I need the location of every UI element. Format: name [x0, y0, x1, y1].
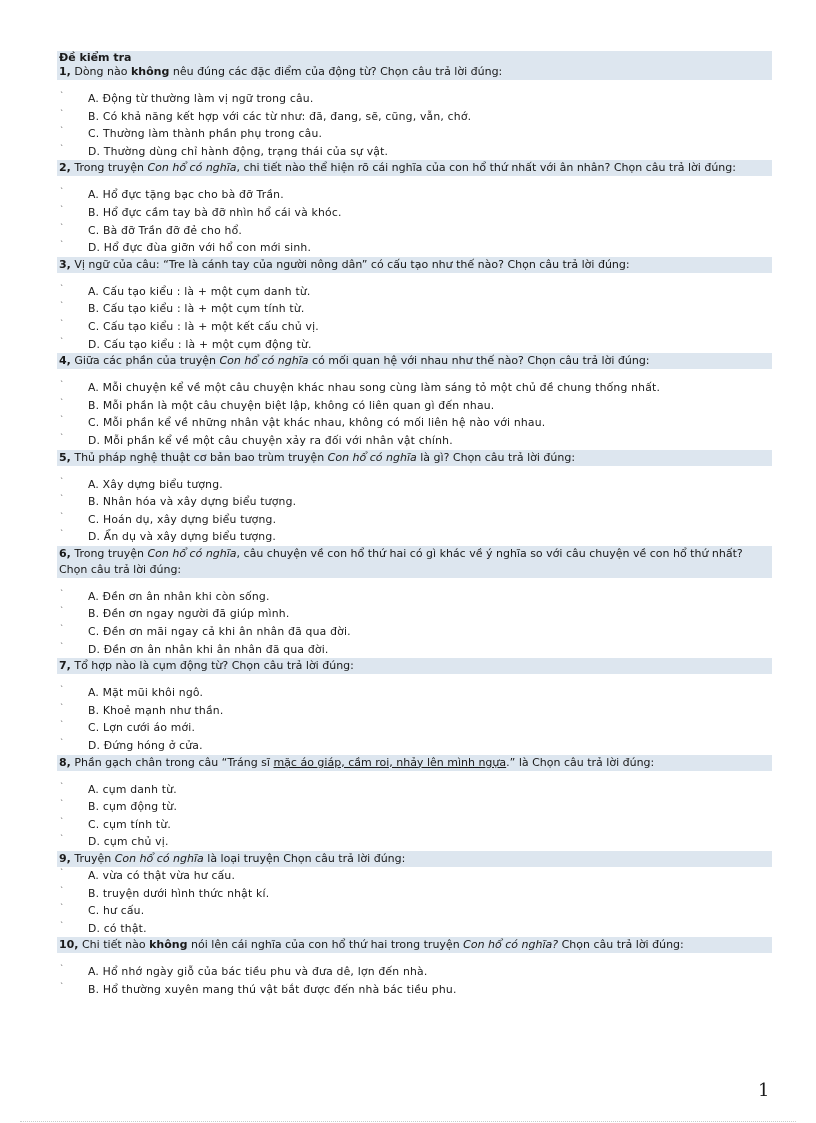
answer-option[interactable] — [57, 186, 772, 204]
question-number: 1, — [59, 65, 71, 78]
radio-icon[interactable]: ` — [60, 126, 65, 136]
radio-icon[interactable]: ` — [60, 641, 65, 651]
question-text-part: Con hổ có nghĩa — [219, 354, 309, 368]
radio-icon[interactable]: ` — [60, 920, 65, 930]
radio-icon[interactable]: ` — [60, 964, 65, 974]
answer-option[interactable] — [57, 318, 772, 336]
radio-icon[interactable]: ` — [60, 432, 65, 442]
answer-option[interactable] — [57, 885, 772, 903]
answer-option[interactable] — [57, 981, 772, 999]
question-number: 3, — [59, 257, 71, 271]
question-text-part: Con hổ có nghĩa — [114, 852, 204, 865]
radio-icon[interactable]: ` — [60, 240, 65, 250]
question-text-part: Trong truyện — [74, 161, 148, 175]
answer-option-label: A. Hổ nhớ ngày giỗ của bác tiều phu và đưa dê, lợn đến nhà. — [88, 965, 428, 979]
radio-icon[interactable]: ` — [60, 415, 65, 425]
answer-option[interactable] — [57, 816, 772, 834]
question-spacer — [57, 273, 772, 283]
radio-icon[interactable]: ` — [60, 380, 65, 390]
question-text-part: là loại truyện Chọn câu trả lời đúng: — [203, 852, 406, 865]
answer-option[interactable] — [57, 867, 772, 885]
answer-option[interactable] — [57, 963, 772, 981]
answer-option-label: B. Nhân hóa và xây dựng biểu tượng. — [88, 495, 297, 509]
page-number: 1 — [758, 1080, 770, 1101]
answer-option-label: C. Cấu tạo kiểu : là + một kết cấu chủ vị. — [88, 319, 319, 333]
answer-option-label: B. truyện dưới hình thức nhật kí. — [88, 886, 270, 900]
radio-icon[interactable]: ` — [60, 494, 65, 504]
answer-option[interactable] — [57, 719, 772, 737]
answer-option[interactable] — [57, 833, 772, 851]
question-text-part: Phần gạch chân trong câu “Tráng sĩ — [74, 755, 274, 769]
radio-icon[interactable]: ` — [60, 834, 65, 844]
answer-option-label: B. Hổ thường xuyên mang thú vật bắt được đến nhà bác tiều phu. — [88, 982, 457, 996]
answer-option-label: A. vừa có thật vừa hư cấu. — [88, 869, 236, 882]
answer-option[interactable] — [57, 397, 772, 415]
question-number: 2, — [59, 161, 71, 175]
answer-option-label: C. Hoán dụ, xây dựng biểu tượng. — [88, 512, 277, 526]
radio-icon[interactable]: ` — [60, 624, 65, 634]
answer-option[interactable] — [57, 108, 772, 126]
question-text — [57, 937, 772, 953]
question-spacer — [57, 466, 772, 476]
answer-option-label: B. Khoẻ mạnh như thần. — [88, 703, 224, 717]
question-2 — [57, 160, 772, 256]
answer-option-label: D. Thường dùng chỉ hành động, trạng thái của sự vật. — [88, 144, 389, 158]
answer-option[interactable] — [57, 528, 772, 546]
question-text — [57, 64, 772, 80]
answer-option[interactable] — [57, 143, 772, 161]
answer-option[interactable] — [57, 641, 772, 659]
question-1 — [57, 64, 772, 160]
answer-option-label: A. Mặt mũi khôi ngô. — [88, 686, 204, 700]
answer-option[interactable] — [57, 300, 772, 318]
question-10 — [57, 937, 772, 998]
radio-icon[interactable]: ` — [60, 816, 65, 826]
question-text-part: , chi tiết nào thể hiện rõ cái nghĩa của con hổ thứ nhất với ân nhân? Chọn câu trả lời đúng: — [236, 161, 736, 175]
question-text-part: Dòng nào — [74, 65, 131, 78]
radio-icon[interactable]: ` — [60, 511, 65, 521]
answer-option-label: A. Mỗi chuyện kể về một câu chuyện khác nhau song cùng làm sáng tỏ một chủ đề chung thống nhất. — [88, 381, 661, 395]
question-text — [57, 851, 772, 867]
question-text — [57, 546, 772, 578]
exam-title: Đề kiểm tra — [57, 51, 772, 64]
question-5 — [57, 450, 772, 546]
question-list — [57, 64, 772, 999]
answer-option-label: C. Mỗi phần kể về những nhân vật khác nhau, không có mối liên hệ nào với nhau. — [88, 416, 546, 430]
question-text-part: không — [130, 65, 170, 78]
question-spacer — [57, 953, 772, 963]
answer-option-label: B. cụm động từ. — [88, 800, 178, 814]
question-spacer — [57, 578, 772, 588]
answer-option-label: C. Thường làm thành phần phụ trong câu. — [88, 127, 323, 141]
question-text — [57, 257, 772, 273]
answer-option[interactable] — [57, 684, 772, 702]
answer-option[interactable] — [57, 623, 772, 641]
answer-option-label: D. Ẩn dụ và xây dựng biểu tượng. — [88, 530, 277, 544]
radio-icon[interactable]: ` — [60, 336, 65, 346]
question-text-part: Truyện — [74, 852, 115, 865]
answer-option[interactable] — [57, 605, 772, 623]
answer-option[interactable] — [57, 920, 772, 938]
radio-icon[interactable]: ` — [60, 222, 65, 232]
question-text-part: Chọn câu trả lời đúng: — [558, 938, 684, 952]
question-spacer — [57, 176, 772, 186]
answer-option[interactable] — [57, 204, 772, 222]
question-8 — [57, 755, 772, 851]
question-text-part: nói lên cái nghĩa của con hổ thứ hai trong truyện — [187, 938, 464, 952]
question-text-part: , câu chuyện về con hổ thứ hai có gì khác về ý nghĩa so với câu chuyện về con hổ thứ nhất? Chọn câu trả lời đúng: — [59, 546, 743, 576]
answer-option-label: B. Mỗi phần là một câu chuyện biệt lập, không có liên quan gì đến nhau. — [88, 398, 495, 412]
question-text-part: Con hổ có nghĩa? — [463, 938, 559, 952]
answer-option-label: D. cụm chủ vị. — [88, 835, 169, 849]
answer-option-label: A. Xây dựng biểu tượng. — [88, 477, 223, 491]
radio-icon[interactable]: ` — [60, 108, 65, 118]
question-text-part: Con hổ có nghĩa — [327, 450, 417, 464]
question-text-part: Giữa các phần của truyện — [74, 354, 220, 368]
question-text-part: Con hổ có nghĩa — [147, 546, 237, 560]
answer-option-label: B. Đền ơn ngay người đã giúp mình. — [88, 607, 290, 621]
answer-option[interactable] — [57, 379, 772, 397]
radio-icon[interactable]: ` — [60, 283, 65, 293]
question-text — [57, 353, 772, 369]
question-text-part: .” là Chọn câu trả lời đúng: — [506, 755, 655, 769]
answer-option[interactable] — [57, 336, 772, 354]
radio-icon[interactable]: ` — [60, 606, 65, 616]
question-number: 6, — [59, 546, 71, 560]
question-text — [57, 755, 772, 771]
answer-option[interactable] — [57, 476, 772, 494]
answer-option[interactable] — [57, 283, 772, 301]
question-number: 10, — [59, 938, 79, 952]
page-bottom-border — [20, 1121, 796, 1122]
question-text-part: Chi tiết nào — [82, 938, 150, 952]
radio-icon[interactable]: ` — [60, 868, 65, 877]
radio-icon[interactable]: ` — [60, 143, 65, 153]
answer-option[interactable] — [57, 737, 772, 755]
question-number: 4, — [59, 354, 71, 368]
answer-option-label: D. Cấu tạo kiểu : là + một cụm động từ. — [88, 337, 312, 351]
answer-option[interactable] — [57, 902, 772, 920]
answer-option[interactable] — [57, 493, 772, 511]
answer-option[interactable] — [57, 588, 772, 606]
answer-option-label: A. cụm danh từ. — [88, 782, 177, 796]
answer-option[interactable] — [57, 511, 772, 529]
radio-icon[interactable]: ` — [60, 397, 65, 407]
question-6 — [57, 546, 772, 658]
answer-option-label: A. Hổ đực tặng bạc cho bà đỡ Trần. — [88, 188, 284, 202]
radio-icon[interactable]: ` — [60, 885, 65, 895]
answer-option[interactable] — [57, 125, 772, 143]
question-number: 5, — [59, 450, 71, 464]
question-text — [57, 160, 772, 176]
radio-icon[interactable]: ` — [60, 702, 65, 712]
answer-option-label: A. Động từ thường làm vị ngữ trong câu. — [88, 92, 314, 105]
answer-option[interactable] — [57, 414, 772, 432]
answer-option-label: D. Đứng hóng ở cửa. — [88, 739, 203, 753]
answer-option[interactable] — [57, 239, 772, 257]
answer-option-label: C. Lợn cưới áo mới. — [88, 721, 196, 735]
question-spacer — [57, 674, 772, 684]
question-text-part: mặc áo giáp, cầm roi, nhảy lên mình ngựa — [273, 755, 507, 769]
question-text-part: Thủ pháp nghệ thuật cơ bản bao trùm truyện — [74, 450, 328, 464]
question-spacer — [57, 369, 772, 379]
question-text-part: Vị ngữ của câu: “Tre là cánh tay của người nông dân” có cấu tạo như thế nào? Chọn câu trả lời đúng: — [74, 257, 630, 271]
radio-icon[interactable]: ` — [60, 529, 65, 539]
radio-icon[interactable]: ` — [60, 903, 65, 913]
answer-option-label: C. Bà đỡ Trần đỡ đẻ cho hổ. — [88, 223, 243, 237]
radio-icon[interactable]: ` — [60, 685, 65, 695]
question-9 — [57, 851, 772, 937]
answer-option-label: C. cụm tính từ. — [88, 817, 171, 831]
radio-icon[interactable]: ` — [60, 738, 65, 748]
radio-icon[interactable]: ` — [60, 318, 65, 328]
answer-option[interactable] — [57, 432, 772, 450]
question-text-part: có mối quan hệ với nhau như thế nào? Chọn câu trả lời đúng: — [308, 354, 650, 368]
question-number: 7, — [59, 659, 71, 673]
question-3 — [57, 257, 772, 353]
question-text-part: là gì? Chọn câu trả lời đúng: — [416, 450, 576, 464]
question-4 — [57, 353, 772, 449]
radio-icon[interactable]: ` — [60, 187, 65, 197]
radio-icon[interactable]: ` — [60, 781, 65, 791]
question-spacer — [57, 771, 772, 781]
answer-option-label: C. hư cấu. — [88, 904, 145, 918]
question-number: 9, — [59, 852, 71, 865]
radio-icon[interactable]: ` — [60, 588, 65, 598]
question-text — [57, 450, 772, 466]
answer-option-label: D. có thật. — [88, 921, 147, 935]
radio-icon[interactable]: ` — [60, 799, 65, 809]
radio-icon[interactable]: ` — [60, 476, 65, 486]
answer-option-label: D. Mỗi phần kể về một câu chuyện xảy ra đối với nhân vật chính. — [88, 433, 453, 447]
question-7 — [57, 658, 772, 754]
answer-option[interactable] — [57, 222, 772, 240]
radio-icon[interactable]: ` — [60, 91, 65, 100]
question-text-part: nêu đúng các đặc điểm của động từ? Chọn câu trả lời đúng: — [169, 65, 503, 78]
exam-content — [57, 51, 772, 999]
question-text-part: Con hổ có nghĩa — [147, 161, 237, 175]
question-number: 8, — [59, 755, 71, 769]
answer-option[interactable] — [57, 781, 772, 799]
answer-option[interactable] — [57, 702, 772, 720]
question-text-part: không — [149, 938, 188, 952]
answer-option[interactable] — [57, 798, 772, 816]
radio-icon[interactable]: ` — [60, 981, 65, 991]
radio-icon[interactable]: ` — [60, 204, 65, 214]
question-text-part: Trong truyện — [74, 546, 148, 560]
answer-option-label: B. Hổ đực cầm tay bà đỡ nhìn hổ cái và khóc. — [88, 205, 342, 219]
question-text — [57, 658, 772, 674]
answer-option-label: B. Cấu tạo kiểu : là + một cụm tính từ. — [88, 302, 305, 316]
radio-icon[interactable]: ` — [60, 301, 65, 311]
answer-option-label: A. Cấu tạo kiểu : là + một cụm danh từ. — [88, 284, 311, 298]
answer-option-label: D. Đền ơn ân nhân khi ân nhân đã qua đời. — [88, 642, 329, 656]
answer-option[interactable] — [57, 90, 772, 108]
question-text-part: Tổ hợp nào là cụm động từ? Chọn câu trả lời đúng: — [74, 659, 354, 673]
answer-option-label: D. Hổ đực đùa giỡn với hổ con mới sinh. — [88, 241, 312, 255]
answer-option-label: B. Có khả năng kết hợp với các từ như: đã, đang, sẽ, cũng, vẫn, chớ. — [88, 109, 472, 123]
radio-icon[interactable]: ` — [60, 720, 65, 730]
answer-option-label: A. Đền ơn ân nhân khi còn sống. — [88, 589, 270, 603]
question-spacer — [57, 80, 772, 90]
answer-option-label: C. Đền ơn mãi ngay cả khi ân nhân đã qua đời. — [88, 625, 351, 639]
